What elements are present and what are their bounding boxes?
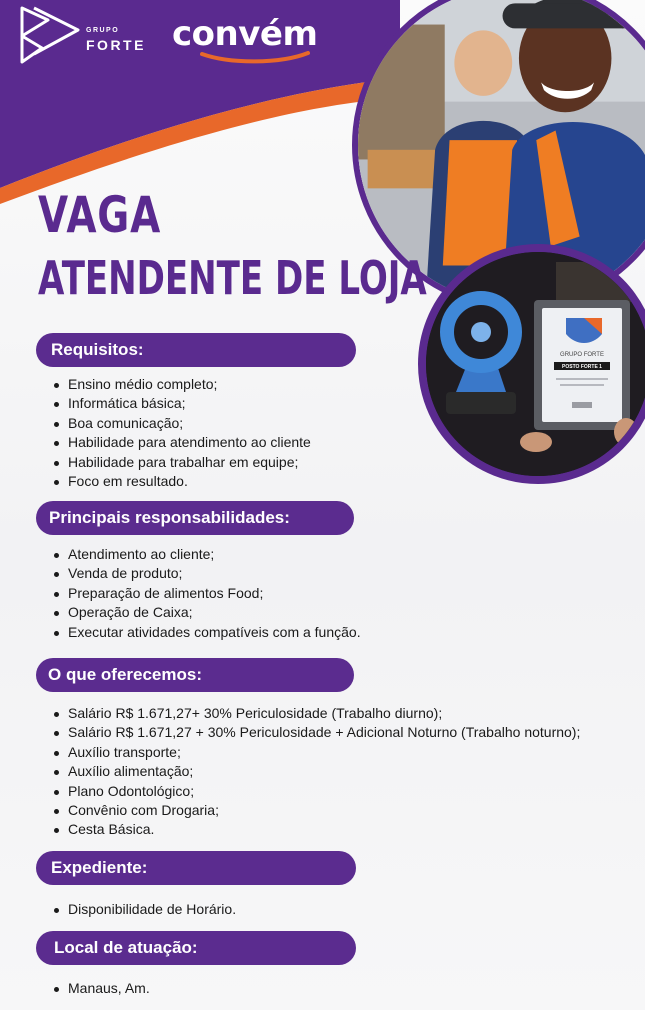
- list-item: Habilidade para trabalhar em equipe;: [52, 453, 311, 472]
- plaque-line1: GRUPO FORTE: [560, 352, 604, 358]
- grupo-forte-logo-icon: [18, 4, 82, 66]
- list-item: Disponibilidade de Horário.: [52, 900, 236, 919]
- section-heading-requisitos: Requisitos:: [36, 333, 356, 367]
- list-item: Foco em resultado.: [52, 472, 311, 491]
- award-illustration: [426, 252, 645, 476]
- section-heading-local: Local de atuação:: [36, 931, 356, 965]
- list-item: Ensino médio completo;: [52, 375, 311, 394]
- list-item: Venda de produto;: [52, 564, 361, 583]
- award-photo: [418, 244, 645, 484]
- local-list: [52, 979, 150, 998]
- list-item: Executar atividades compatíveis com a função.: [52, 623, 361, 642]
- list-item: Preparação de alimentos Food;: [52, 584, 361, 603]
- section-heading-oferecemos: O que oferecemos:: [36, 658, 354, 692]
- convem-logo: convém: [172, 14, 318, 54]
- oferecemos-list: [52, 704, 580, 840]
- list-item: Habilidade para atendimento ao cliente: [52, 433, 311, 452]
- expediente-list: [52, 900, 236, 919]
- list-item: Auxílio transporte;: [52, 743, 580, 762]
- list-item: Manaus, Am.: [52, 979, 150, 998]
- list-item: Convênio com Drogaria;: [52, 801, 580, 820]
- list-item: Cesta Básica.: [52, 820, 580, 839]
- list-item: Salário R$ 1.671,27 + 30% Periculosidade + Adicional Noturno (Trabalho noturno);: [52, 723, 580, 742]
- list-item: Atendimento ao cliente;: [52, 545, 361, 564]
- title-line1: VAGA: [38, 186, 162, 244]
- logo-group-name: FORTE: [86, 37, 146, 53]
- list-item: Plano Odontológico;: [52, 782, 580, 801]
- section-heading-responsabilidades: Principais responsabilidades:: [36, 501, 354, 535]
- responsabilidades-list: [52, 545, 361, 642]
- list-item: Salário R$ 1.671,27+ 30% Periculosidade (Trabalho diurno);: [52, 704, 580, 723]
- convem-swoosh-icon: [200, 50, 310, 64]
- section-heading-expediente: Expediente:: [36, 851, 356, 885]
- list-item: Informática básica;: [52, 394, 311, 413]
- list-item: Boa comunicação;: [52, 414, 311, 433]
- list-item: Operação de Caixa;: [52, 603, 361, 622]
- requisitos-list: [52, 375, 311, 491]
- plaque-line2: POSTO FORTE 1: [562, 364, 602, 370]
- job-title: ATENDENTE DE LOJA: [38, 251, 427, 305]
- list-item: Auxílio alimentação;: [52, 762, 580, 781]
- logo-group-small-text: GRUPO: [86, 27, 120, 34]
